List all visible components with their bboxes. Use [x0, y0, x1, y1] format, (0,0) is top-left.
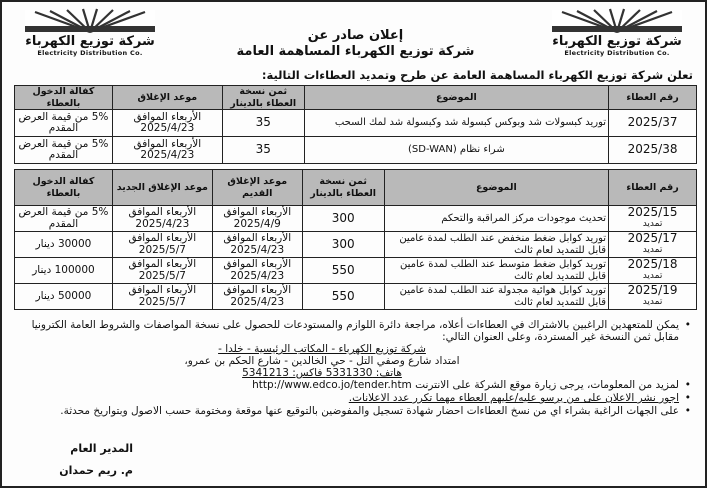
bullet-icon: •: [684, 379, 691, 391]
tender-price: 300: [302, 232, 384, 258]
tender-price: 550: [302, 258, 384, 284]
note-text: على الجهات الراغبة بشراء اي من نسخ العطاءات احضار شهادة تسجيل والمفوضين بالتوقيع عنها موقعة ومختومة حسب الاصول وبتواريخ محدثة.: [60, 405, 679, 417]
bullet-icon: •: [684, 392, 691, 404]
tender-number: 2025/38: [609, 137, 697, 164]
note-item: [11, 405, 693, 417]
column-header: رقم العطاء: [609, 170, 697, 206]
table-row: [15, 232, 697, 258]
signatory-name: م. ريم حمدان: [59, 464, 133, 477]
column-header: الموضوع: [304, 86, 608, 110]
company-logo-left: [10, 8, 170, 70]
closing-date: الأربعاء الموافق 2025/4/23: [112, 137, 222, 164]
table-row: [15, 137, 697, 164]
entry-bond: 50000 دينار: [15, 284, 113, 310]
new-closing-date: الأربعاء الموافق 2025/5/7: [112, 258, 212, 284]
column-header: ثمن نسخة العطاء بالدينار: [302, 170, 384, 206]
signatory-title: المدير العام: [70, 442, 133, 455]
entry-bond: 30000 دينار: [15, 232, 113, 258]
entry-bond: 5% من قيمة العرض المقدم: [15, 206, 113, 232]
tender-subject: توريد كوابل ضغط منخفض عند الطلب لمدة عامين قابل للتمديد لعام ثالث: [384, 232, 609, 258]
notes-section: [11, 319, 693, 417]
tender-subject: توريد كوابل هوائية مجدولة عند الطلب لمدة عامين قابل للتمديد لعام ثالث: [384, 284, 609, 310]
column-header: موعد الإغلاق الجديد: [112, 170, 212, 206]
tender-price: 35: [222, 110, 304, 137]
new-closing-date: الأربعاء الموافق 2025/5/7: [112, 284, 212, 310]
column-header: ثمن نسخة العطاء بالدينار: [222, 86, 304, 110]
extension-tag: تمديد: [642, 244, 663, 255]
note-item: [11, 392, 693, 404]
note-text: يمكن للمتعهدين الراغبين بالاشتراك في العطاءات أعلاه، مراجعة دائرة اللوازم والمستودعات للحصول على نسخة المواصفات والشروط العامة الكترونيا مقابل ثمن النسخة غير المستردة، وعلى العنوان التالي:: [31, 319, 679, 343]
signature-block: [13, 438, 133, 482]
table-header-row: [15, 170, 697, 206]
tender-number-cell: [609, 232, 697, 258]
tender-number-cell: [609, 258, 697, 284]
entry-bond: 100000 دينار: [15, 258, 113, 284]
note-text: اجور نشر الاعلان على من يرسو عليه/عليهم العطاء مهما تكرر عدد الاعلانات.: [348, 392, 679, 404]
tender-price: 35: [222, 137, 304, 164]
intro-text: تعلن شركة توزيع الكهرباء المساهمة العامة عن طرح وتمديد العطاءات التالية:: [261, 68, 693, 82]
logo-name-en: Electricity Distribution Co.: [37, 49, 143, 57]
extension-tag: تمديد: [642, 270, 663, 281]
tender-subject: شراء نظام (SD-WAN): [304, 137, 608, 164]
tender-number: 2025/37: [609, 110, 697, 137]
tender-subject: تحديث موجودات مركز المراقبة والتحكم: [384, 206, 609, 232]
tender-number: 2025/19: [627, 283, 678, 297]
tender-number-cell: [609, 206, 697, 232]
new-closing-date: الأربعاء الموافق 2025/5/7: [112, 232, 212, 258]
company-title: شركة توزيع الكهرباء المساهمة العامة: [236, 44, 475, 59]
address-line: شركة توزيع الكهرباء - المكاتب الرئيسية - خلدا -: [218, 343, 426, 355]
column-header: كفالة الدخول بالعطاء: [15, 170, 113, 206]
sunburst-logo-icon: [542, 8, 692, 34]
closing-date: الأربعاء الموافق 2025/4/23: [112, 110, 222, 137]
sunburst-logo-icon: [15, 8, 165, 34]
tender-number: 2025/18: [627, 257, 678, 271]
column-header: رقم العطاء: [609, 86, 697, 110]
old-closing-date: الأربعاء الموافق 2025/4/23: [212, 284, 302, 310]
extension-tag: تمديد: [642, 218, 663, 229]
announcement-title: إعلان صادر عن: [307, 28, 404, 43]
new-closing-date: الأربعاء الموافق 2025/4/23: [112, 206, 212, 232]
tender-number: 2025/15: [627, 205, 678, 219]
column-header: موعد الإغلاق القديم: [212, 170, 302, 206]
table-row: [15, 284, 697, 310]
tender-subject: توريد كوابل ضغط متوسط عند الطلب لمدة عامين قابل للتمديد لعام ثالث: [384, 258, 609, 284]
table-header-row: [15, 86, 697, 110]
tender-subject: توريد كبسولات شد وبوكس كبسولة شد وكبسولة شد لمك السحب: [304, 110, 608, 137]
company-logo-right: [537, 8, 697, 70]
tender-price: 300: [302, 206, 384, 232]
table-row: [15, 110, 697, 137]
bullet-icon: •: [684, 405, 691, 417]
old-closing-date: الأربعاء الموافق 2025/4/23: [212, 258, 302, 284]
table-row: [15, 258, 697, 284]
extended-tenders-table: [14, 169, 697, 310]
old-closing-date: الأربعاء الموافق 2025/4/9: [212, 206, 302, 232]
address-line: امتداد شارع وصفي التل - حي الخالدين - شارع الحكم بن عمرو،: [184, 355, 460, 367]
tender-number: 2025/17: [627, 231, 678, 245]
note-text: لمزيد من المعلومات، يرجى زيارة موقع الشركة على الانترنت http://www.edco.jo/tender.htm: [252, 379, 679, 391]
entry-bond: 5% من قيمة العرض المقدم: [15, 137, 113, 164]
bullet-icon: •: [684, 319, 691, 331]
phone-fax-line: هاتف: 5331330 فاكس: 5341213: [242, 367, 402, 379]
tender-price: 550: [302, 284, 384, 310]
note-item: [11, 379, 693, 391]
entry-bond: 5% من قيمة العرض المقدم: [15, 110, 113, 137]
column-header: الموضوع: [384, 170, 609, 206]
extension-tag: تمديد: [642, 296, 663, 307]
old-closing-date: الأربعاء الموافق 2025/4/23: [212, 232, 302, 258]
logo-name-ar: شركة توزيع الكهرباء: [552, 34, 682, 49]
column-header: كفالة الدخول بالعطاء: [15, 86, 113, 110]
table-row: [15, 206, 697, 232]
logo-name-ar: شركة توزيع الكهرباء: [25, 34, 155, 49]
announcement-header: [182, 28, 529, 60]
logo-name-en: Electricity Distribution Co.: [564, 49, 670, 57]
tender-number-cell: [609, 284, 697, 310]
new-tenders-table: [14, 85, 697, 164]
note-item: [11, 319, 693, 343]
column-header: موعد الإغلاق: [112, 86, 222, 110]
